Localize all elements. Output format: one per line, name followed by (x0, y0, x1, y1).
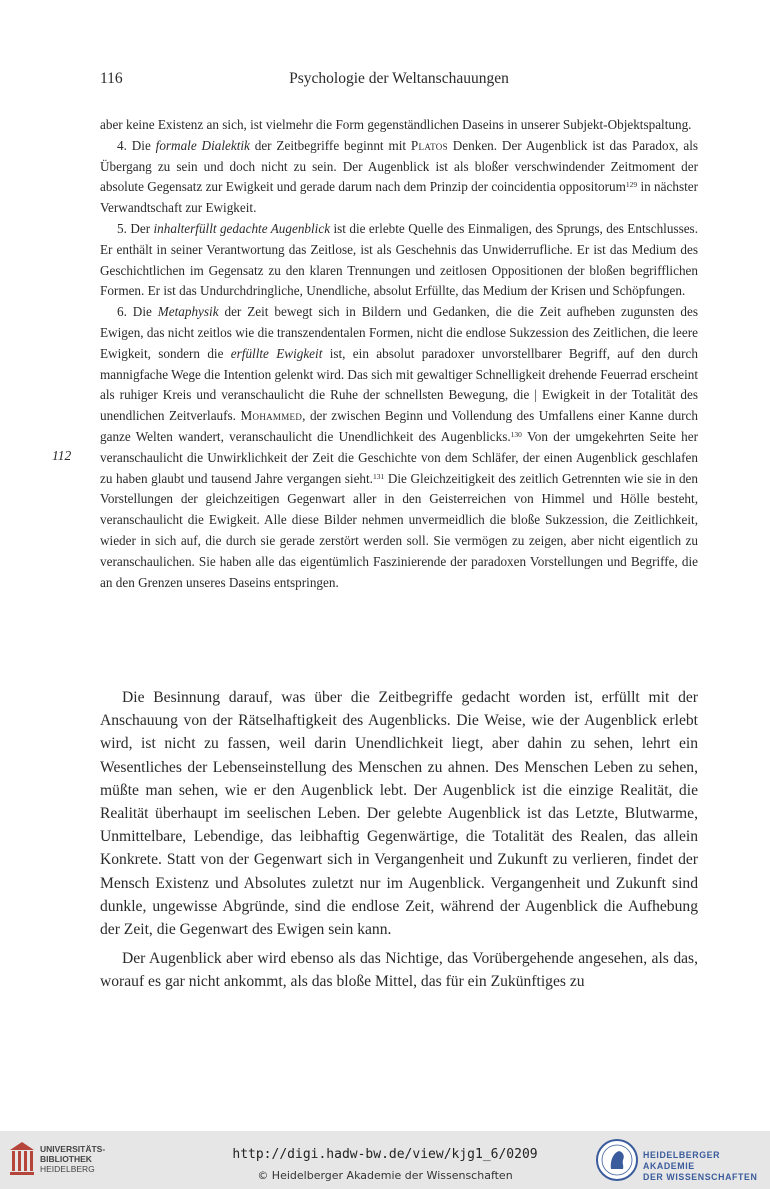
margin-page-number: 112 (52, 448, 72, 463)
text-span: 4. Die (117, 137, 156, 153)
main-paragraph: Die Besinnung darauf, was über die Zeitbegriffe gedacht worden ist, erfüllt mit der Anschauung von der Rätselhaftigkeit des Augenblicks. Die Weise, wie der Augenblick erlebt wird, ist nicht zu fassen, weil darin Unendlichkeit liegt, aber dahin zu sehen, lehrt ein Wesentliches der Lebenseinstellung des Menschen zu ahnen. Des Menschen Leben zu sehen, müßte man sehen, wie er den Augenblick lebt. Der Augenblick ist die einzige Realität, die Realität überhaupt im seelischen Leben. Der gelebte Augenblick ist das Letzte, Blutwarme, Unmittelbare, Lebendige, das leibhaftig Gegenwärtige, die Totalität des Realen, das allein Konkrete. Statt von der Gegenwart sich in Vergangenheit und Zukunft zu verlieren, findet der Mensch Existenz und Absolutes zuletzt nur im Augenblick. Vergangenheit und Zukunft sind dunkle, ungewisse Abgründe, sind die endlose Zeit, während der Augenblick die Aufhebung der Zeit, die Gegenwart des Ewigen sein kann. (100, 689, 698, 939)
academy-line: HEIDELBERGER AKADEMIE (643, 1150, 721, 1171)
emphasis-term: Metaphysik (157, 304, 219, 320)
text-span: Die Gleichzeitigkeit des zeitlich Getrennten wie sie in den Vorstellungen der gleichzeitigen Gegenwart aller in den Geisterreichen von Himmel und Hölle besteht, veranschaulicht die Ewigkeit. Alle diese Bilder nehmen unvermeidlich die bloße Sukzession, die Zeitlichkeit, wieder in sich auf, die durch sie gerade zerstört werden soll. Sie vermögen zu zeigen, aber nicht eigentlich zu veranschaulichen. Sie haben alle das eigentümlich Faszinierende der paradoxen Vorstellungen und Begriffe, die an den Grenzen unseres Daseins entspringen. (100, 470, 698, 590)
emphasis-term: formale Dialektik (155, 137, 250, 153)
ub-line: BIBLIOTHEK (40, 1154, 92, 1164)
text-span: der Zeit bewegt sich in Bildern und Gedanken, die die Zeit aufheben zugunsten des Ewigen, das nicht zeitlos wie die transzendentalen Formen, nicht die endlose Sukzession des Zeitlichen, die leere Ewigkeit, sondern die (100, 304, 698, 361)
page-number: 116 (100, 70, 123, 87)
main-paragraph: Der Augenblick aber wird ebenso als das Nichtige, das Vorübergehende angesehen, als das, worauf es gar nicht ankommt, als das bloße Mittel, das für ein Zukünftiges zu (100, 950, 698, 991)
footnote-ref[interactable]: 131 (372, 471, 385, 481)
emphasis-term: erfüllte Ewigkeit (230, 345, 323, 361)
paragraph-continuation: aber keine Existenz an sich, ist vielmehr die Form gegenständlichen Daseins in unserer Subjekt-Objektspaltung. (100, 117, 692, 132)
text-span: 6. Die (117, 304, 158, 320)
academy-name[interactable] (643, 1150, 770, 1183)
copyright-notice: © Heidelberger Akademie der Wissenschaften (257, 1169, 513, 1182)
academy-line: DER WISSENSCHAFTEN (643, 1172, 758, 1182)
name-mohammed: Mohammed (240, 408, 303, 424)
text-span: der Zeitbegriffe beginnt mit (249, 137, 411, 153)
ub-line: UNIVERSITÄTS- (40, 1144, 106, 1154)
viewer-footer (0, 1131, 770, 1189)
text-span: ist die erlebte Quelle des Einmaligen, des Sprungs, des Entschlusses. Er enthält in seiner Verantwortung das Zeitlose, ist als Geschehnis das Unwiderrufliche. Er ist das Medium des Geschichtlichen im Gegensatz zu den klaren Trennungen und zeitlosen Oppositionen der bloßen begrifflichen Formen. Er ist das Undurchdringliche, Unendliche, absolut Erfüllte, das Medium der Krisen und Schöpfungen. (100, 220, 698, 299)
footnote-ref[interactable]: 129 (625, 180, 638, 190)
emphasis-term: inhalterfüllt gedachte Augenblick (153, 220, 331, 236)
main-text (100, 686, 698, 1000)
text-span: Von der umgekehrten Seite her veranschaulicht die Unwirklichkeit der Zeit die Geschichte von dem Schläfer, der einen Augenblick geschlafen zu haben glaubt und tausend Jahre vergangen sieht. (100, 428, 698, 486)
permalink-url[interactable]: http://digi.hadw-bw.de/view/kjg1_6/0209 (232, 1147, 538, 1162)
text-span: Denken. Der Augenblick ist das Paradox, als Übergang zu sein und doch nicht zu sein. Der Augenblick ist als bloßer verschwindender Zeitmoment der absolute Gegensatz zur Ewigkeit und gerade darum nach dem Prinzip der coincidentia oppositorum (100, 137, 698, 195)
footnote-ref[interactable]: 130 (510, 429, 522, 439)
academy-seal-icon[interactable] (596, 1139, 638, 1181)
ub-line: HEIDELBERG (40, 1164, 95, 1174)
text-span: ist, ein absolut paradoxer unvorstellbarer Begriff, auf den durch mannigfache Wege die Intention gelenkt wird. Das sich mit gewaltiger Schnelligkeit drehende Feuerrad erscheint als ruhiger Kreis und veranschaulicht die Ruhe der schnellsten Bewegung, die | Ewigkeit in der Totalität des unendlichen Zeitverlaufs. (100, 345, 698, 424)
text-span: , der zwischen Beginn und Vollendung des Umfallens einer Kanne durch ganze Welten wandert, veranschaulicht die Unendlichkeit des Augenblicks. (100, 408, 698, 444)
paragraph-6 (100, 302, 698, 593)
paragraph-4 (100, 136, 698, 219)
text-span: 5. Der (117, 220, 154, 236)
name-platos: Platos (410, 137, 448, 153)
paragraph-5 (100, 219, 698, 302)
page-header (100, 70, 698, 94)
numbered-section (100, 115, 698, 593)
text-span: in nächster Verwandtschaft zur Ewigkeit. (100, 179, 698, 216)
running-title: Psychologie der Weltanschauungen (289, 70, 509, 87)
